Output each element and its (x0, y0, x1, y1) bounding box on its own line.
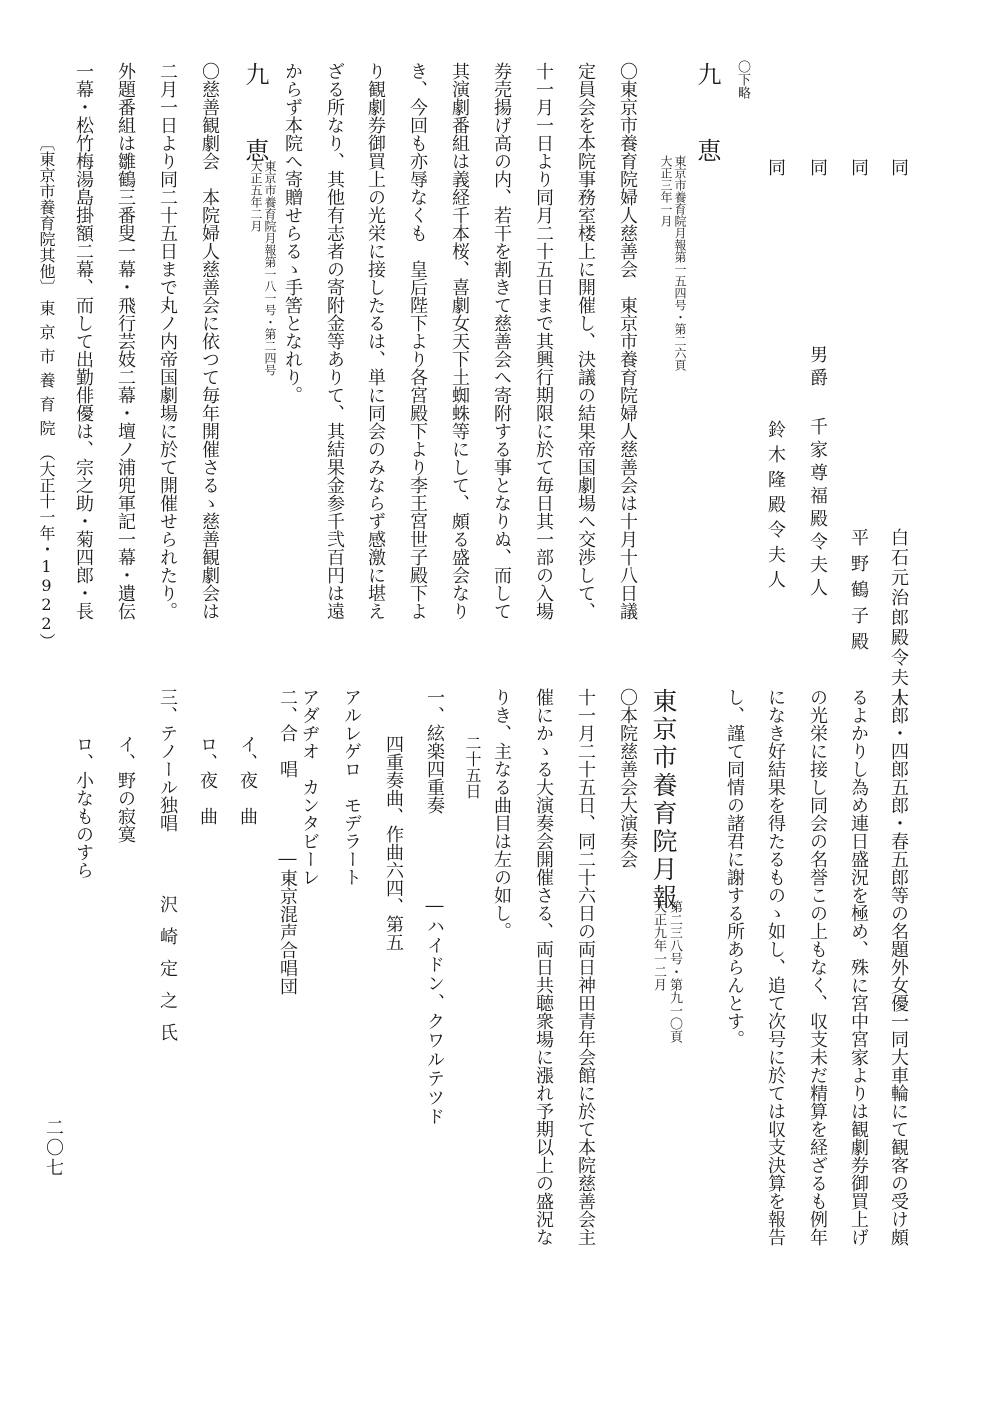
body2-line-2: 二月一日より同二十五日まで丸ノ内帝国劇場に於て開催せられたり。 (157, 62, 178, 620)
program-item-9: イ、野の寂寞 (115, 735, 136, 843)
concert-body-line-2: 催にかゝる大演奏会開催さる、両日共聴衆場に漲れ予期以上の盛況な (533, 688, 554, 1246)
body1-line-1: 〇東京市養育院婦人慈善会 東京市養育院婦人慈善会は十月十八日議 (617, 62, 638, 620)
journal-title: 東京市養育院月報 (649, 688, 678, 912)
continuation-line-1: 十郎・四郎五郎・春五郎等の名題外女優一同大車輪にて観客の受け頗 (888, 688, 909, 1246)
continuation-line-5: し、謹て同情の諸君に謝する所あらんとす。 (724, 688, 745, 1048)
concert-heading: 〇本院慈善会大演奏会 (617, 688, 638, 868)
list-same-1: 同 (888, 158, 909, 176)
day-label: 二十五日 (463, 735, 482, 799)
page-number: 二〇七 (43, 1118, 64, 1178)
body1-line-7: り観劇券御買上の光栄に接したるは、単に同会のみならず感激に堪え (365, 62, 386, 620)
omitted-note: 〇下略 (735, 60, 750, 99)
source-2-line2: 大正五年二月 (249, 160, 263, 232)
source-1-line1: 東京市養育院月報第一五四号・第二六頁 (673, 155, 687, 371)
section-heading-2: 九 恵 (241, 62, 269, 176)
list-name-2: 平野鶴子殿 (848, 528, 869, 658)
program-item-5: 二、合 唱 (277, 688, 298, 778)
list-same-3: 同 (807, 158, 828, 176)
body1-line-4: 券売揚げ高の内、若干を割きて慈善会へ寄附する事となりぬ、而して (491, 62, 512, 620)
continuation-line-2: るよかりし為め連日盛況を極め、殊に宮中宮家よりは観劇券御買上げ (848, 688, 869, 1246)
program-item-7: ロ、夜 曲 (197, 735, 218, 825)
source-2-line1: 東京市養育院月報第一八一号・第二四号 (263, 160, 277, 376)
section-heading-1: 九 恵 (693, 62, 721, 176)
program-item-8: 三、テノール独唱 (157, 688, 178, 832)
concert-body-line-3: りき、主なる曲目は左の如し。 (491, 688, 512, 940)
program-item-5-performer: ―東京混声合唱団 (277, 848, 298, 995)
source-3-line2: 大正九年一二月 (651, 900, 666, 991)
program-item-3: アルレゲロ モデラート (341, 688, 362, 886)
program-item-1: 一、絃楽四重奏 (424, 688, 445, 814)
list-name-3: 男爵 千家尊福殿令夫人 (807, 345, 828, 601)
body1-line-3: 十一月一日より同月二十五日まで其興行期限に於て毎日其一部の入場 (533, 62, 554, 620)
program-item-4: アダヂオ カンタビーレ (299, 688, 320, 886)
list-same-2: 同 (848, 158, 869, 176)
program-item-8-performer: 沢崎定之氏 (157, 895, 178, 1055)
body1-line-2: 定員会を本院事務室楼上に開催し、決議の結果帝国劇場へ交渉して、 (575, 62, 596, 620)
list-name-1: 白石元治郎殿令夫人 (888, 528, 909, 708)
program-item-1-performer: ―ハイドン、クワルテツド (424, 895, 445, 1126)
list-name-4: 鈴木隆殿令夫人 (765, 420, 786, 595)
body1-line-6: き、今回も亦辱なくも 皇后陛下より各宮殿下より李王宮世子殿下よ (407, 62, 428, 620)
body2-line-1: 〇慈善観劇会 本院婦人慈善会に依つて毎年開催さるゝ慈善観劇会は (199, 62, 220, 620)
continuation-line-3: の光栄に接し同会の名誉この上もなく、収支未だ精算を経ざるも例年 (807, 688, 828, 1246)
program-item-10: ロ、小なものすら (73, 735, 94, 879)
footer-org: 東京市養育院 (37, 300, 56, 444)
footer-year: （大正十一年・1922） (37, 445, 56, 649)
list-same-4: 同 (765, 158, 786, 176)
body1-line-9: からず本院へ寄贈せらるゝ手筈となれり。 (282, 62, 303, 404)
footer-series: 〔東京市養育院其他〕 (37, 135, 56, 295)
continuation-line-4: になき好結果を得たるものゝ如し、追て次号に於ては収支決算を報告 (765, 688, 786, 1246)
body2-line-3: 外題番組は雛鶴三番叟一幕・飛行芸妓二幕・壇ノ浦兜軍記一幕・遺伝 (115, 62, 136, 620)
body1-line-8: ざる所なり、其他有志者の寄附金等ありて、其結果金参千弐百円は遠 (324, 62, 345, 620)
program-item-6: イ、夜 曲 (237, 735, 258, 825)
source-1-line2: 大正三年一月 (659, 155, 673, 227)
program-item-2: 四重奏曲、作曲六四、第五 (383, 735, 404, 951)
body1-line-5: 其演劇番組は義経千本桜、喜劇女天下土蜘蛛等にして、頗る盛会なり (449, 62, 470, 620)
concert-body-line-1: 十一月二十五日、同二十六日の両日神田青年会館に於て本院慈善会主 (575, 688, 596, 1246)
source-3-line1: 第二三八号・第九一〇頁 (667, 900, 682, 1043)
body2-line-4: 一幕・松竹梅湯島掛額二幕、而して出勤俳優は、宗之助・菊四郎・長 (73, 62, 94, 620)
